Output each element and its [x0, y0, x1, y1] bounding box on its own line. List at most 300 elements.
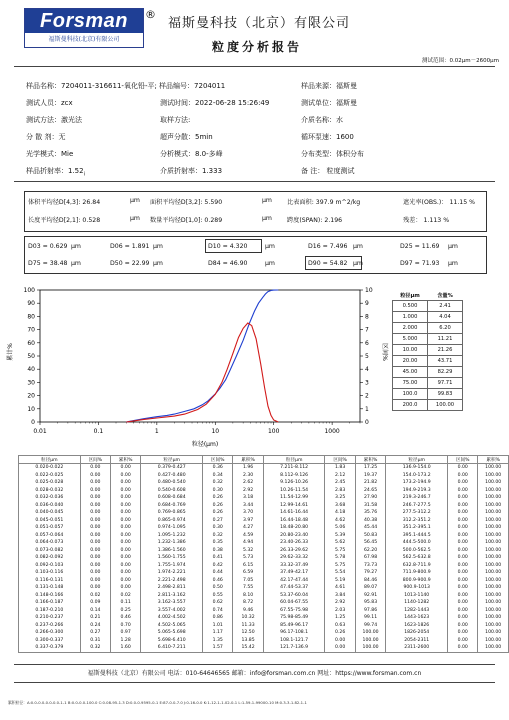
table-cell: 0.24	[80, 622, 110, 630]
unit-um: μm	[71, 243, 81, 250]
table-cell: 7.55	[233, 584, 263, 592]
table-cell: 3.162-3.557	[141, 599, 203, 607]
table-cell: 79.27	[355, 569, 386, 577]
table-cell: 0.974-1.095	[141, 524, 203, 532]
table-cell: 0.00	[80, 532, 110, 540]
y-left-tick-label: 90	[27, 300, 35, 308]
y-right-tick-label: 3	[365, 379, 369, 387]
table-cell: 2.62	[233, 479, 263, 487]
table-cell: 33.32-37.49	[263, 562, 325, 570]
x-tick-label: 100	[267, 428, 280, 435]
table-cell: 19.37	[355, 472, 386, 480]
table-cell: 100.00	[478, 479, 509, 487]
table-cell: 500.0-562.5	[386, 547, 448, 555]
table-cell: 0.092-0.103	[19, 562, 81, 570]
d06: D06 = 1.891	[110, 243, 150, 250]
cum-size: 2.000	[393, 323, 428, 334]
table-cell: 0.00	[80, 539, 110, 547]
table-cell: 26.33-29.62	[263, 547, 325, 555]
company-name: 福斯曼科技（北京）有限公司	[168, 16, 351, 31]
table-cell: 0.55	[203, 592, 233, 600]
table-cell: 60.04-67.55	[263, 599, 325, 607]
cum-row	[393, 400, 463, 411]
table-cell: 0.42	[203, 562, 233, 570]
table-cell: 0.26	[203, 509, 233, 517]
table-cell: 15.42	[233, 644, 263, 652]
table-row	[19, 539, 509, 547]
tester: 测试人员：zcx	[26, 99, 73, 107]
table-cell: 20.80-23.40	[263, 532, 325, 540]
table-cell: 0.00	[111, 532, 141, 540]
table-cell: 0.00	[448, 502, 478, 510]
y-axis-right-label: 区间%	[381, 343, 388, 361]
d50: D50 = 22.99	[110, 260, 150, 267]
remark: 备 注： 粒度测试	[301, 167, 355, 175]
table-cell: 5.698-6.410	[141, 637, 203, 645]
sample-source: 样品来源：福斯曼	[301, 82, 357, 90]
test-range: 测试范围：0.02μm－2600μm	[422, 58, 499, 64]
detail-header: 区间%	[203, 456, 233, 464]
dispersant: 分 散 剂：无	[26, 133, 66, 141]
cum-size: 200.0	[393, 400, 428, 411]
table-cell: 246.7-277.5	[386, 502, 448, 510]
table-cell: 7.05	[233, 577, 263, 585]
d84: D84 = 46.90	[208, 260, 248, 267]
test-time: 测试时间：2022-06-28 15:26:49	[160, 99, 270, 107]
table-cell: 0.480-0.540	[141, 479, 203, 487]
table-row	[19, 479, 509, 487]
table-cell: 100.00	[478, 502, 509, 510]
unit-um: μm	[130, 215, 140, 222]
table-cell: 0.00	[448, 517, 478, 525]
span: 跨度(SPAN): 2.196	[287, 217, 343, 224]
x-tick-label: 1000	[324, 428, 340, 435]
table-cell: 711.9-800.9	[386, 569, 448, 577]
table-cell: 0.00	[448, 614, 478, 622]
cum-size: 10.00	[393, 345, 428, 356]
x-tick-label: 10	[211, 428, 220, 435]
table-cell: 0.00	[80, 479, 110, 487]
table-cell: 12.99-14.61	[263, 502, 325, 510]
table-cell: 0.064-0.073	[19, 539, 81, 547]
table-cell: 6.410-7.211	[141, 644, 203, 652]
table-cell: 100.00	[478, 539, 509, 547]
unit-um: μm	[448, 260, 458, 267]
detail-header: 区间%	[80, 456, 110, 464]
area-mean: 面积平均径D[3,2]: 5.590	[150, 199, 223, 206]
table-row	[19, 637, 509, 645]
medium-name: 介质名称：水	[301, 116, 343, 124]
table-cell: 0.09	[80, 599, 110, 607]
table-cell: 62.20	[355, 547, 386, 555]
table-cell: 0.35	[203, 539, 233, 547]
cum-size: 100.0	[393, 389, 428, 400]
table-cell: 3.97	[233, 517, 263, 525]
cum-row	[393, 312, 463, 323]
table-cell: 0.00	[80, 577, 110, 585]
cum-content: 100.00	[428, 400, 463, 411]
cum-size: 45.00	[393, 367, 428, 378]
table-cell: 0.036-0.040	[19, 502, 81, 510]
y-right-tick-label: 0	[365, 419, 369, 426]
table-cell: 0.30	[203, 524, 233, 532]
logo-text: Forsman	[25, 9, 143, 33]
table-cell: 0.00	[448, 464, 478, 472]
table-cell: 312.2-351.2	[386, 517, 448, 525]
cum-content: 43.71	[428, 356, 463, 367]
table-cell: 632.8-711.9	[386, 562, 448, 570]
table-cell: 84.46	[355, 577, 386, 585]
table-cell: 0.020-0.022	[19, 464, 81, 472]
y-right-tick-label: 10	[365, 287, 373, 294]
distribution-chart	[0, 280, 392, 450]
table-cell: 5.54	[325, 569, 355, 577]
table-cell: 2.45	[325, 479, 355, 487]
table-cell: 0.166-0.187	[19, 599, 81, 607]
detail-table	[18, 455, 509, 653]
table-cell: 0.86	[203, 614, 233, 622]
table-cell: 0.00	[448, 622, 478, 630]
table-cell: 0.00	[111, 569, 141, 577]
table-cell: 0.865-0.974	[141, 517, 203, 525]
table-cell: 0.148-0.166	[19, 592, 81, 600]
table-cell: 0.00	[111, 562, 141, 570]
y-left-tick-label: 40	[27, 366, 35, 374]
detail-header: 粒径μm	[263, 456, 325, 464]
table-cell: 0.26	[325, 629, 355, 637]
unit-um: μm	[262, 197, 272, 204]
table-cell: 0.00	[80, 524, 110, 532]
table-cell: 0.32	[203, 479, 233, 487]
table-cell: 0.00	[111, 539, 141, 547]
table-cell: 0.00	[111, 494, 141, 502]
table-cell: 0.00	[448, 629, 478, 637]
table-cell: 0.26	[203, 494, 233, 502]
table-cell: 0.32	[80, 644, 110, 652]
table-cell: 100.00	[478, 607, 509, 615]
table-cell: 2.30	[233, 472, 263, 480]
table-cell: 0.21	[80, 614, 110, 622]
optical-mode: 光学模式：Mie	[26, 150, 74, 158]
table-cell: 3.557-4.002	[141, 607, 203, 615]
table-cell: 5.73	[233, 554, 263, 562]
table-cell: 75.98-85.49	[263, 614, 325, 622]
table-cell: 29.62-33.32	[263, 554, 325, 562]
table-cell: 0.00	[448, 532, 478, 540]
statistics-box	[24, 191, 487, 232]
table-cell: 0.00	[448, 509, 478, 517]
table-cell: 4.61	[325, 584, 355, 592]
table-cell: 16.44-18.48	[263, 517, 325, 525]
table-cell: 3.70	[233, 509, 263, 517]
table-cell: 1282-1443	[386, 607, 448, 615]
table-cell: 0.022-0.025	[19, 472, 81, 480]
table-cell: 100.00	[355, 629, 386, 637]
table-cell: 5.06	[325, 524, 355, 532]
table-cell: 1.386-1.560	[141, 547, 203, 555]
table-cell: 0.00	[448, 599, 478, 607]
table-cell: 0.00	[448, 584, 478, 592]
unit-um: μm	[153, 260, 163, 267]
table-cell: 0.00	[111, 472, 141, 480]
table-cell: 0.00	[111, 487, 141, 495]
table-cell: 900.9-1013	[386, 584, 448, 592]
cum-row	[393, 301, 463, 312]
table-cell: 0.00	[448, 562, 478, 570]
table-row	[19, 487, 509, 495]
table-cell: 100.00	[478, 637, 509, 645]
table-cell: 40.38	[355, 517, 386, 525]
table-cell: 4.59	[233, 532, 263, 540]
detail-header: 区间%	[325, 456, 355, 464]
table-cell: 0.00	[325, 644, 355, 652]
table-cell: 4.18	[325, 509, 355, 517]
divider	[14, 181, 495, 182]
table-row	[19, 547, 509, 555]
table-cell: 1.755-1.974	[141, 562, 203, 570]
y-left-tick-label: 50	[27, 353, 35, 360]
divider	[14, 682, 495, 683]
cum-content: 4.04	[428, 312, 463, 323]
report-title: 粒度分析报告	[212, 40, 303, 54]
medium-refractive-index: 介质折射率：1.333	[160, 167, 223, 175]
table-cell: 0.00	[111, 554, 141, 562]
table-cell: 5.19	[325, 577, 355, 585]
cum-row	[393, 345, 463, 356]
table-cell: 0.300-0.337	[19, 637, 81, 645]
table-cell: 0.337-0.379	[19, 644, 81, 652]
table-cell: 13.85	[233, 637, 263, 645]
table-cell: 67.55-75.98	[263, 607, 325, 615]
table-cell: 1.01	[203, 622, 233, 630]
table-cell: 100.00	[478, 509, 509, 517]
table-cell: 0.028-0.032	[19, 487, 81, 495]
table-cell: 1443-1623	[386, 614, 448, 622]
table-cell: 1.560-1.755	[141, 554, 203, 562]
test-unit: 测试单位：福斯曼	[301, 99, 357, 107]
table-cell: 0.02	[111, 592, 141, 600]
volume-mean: 体积平均径D[4,3]: 26.84	[28, 199, 101, 206]
table-cell: 0.00	[111, 479, 141, 487]
table-cell: 0.44	[203, 569, 233, 577]
cumulative-curve	[126, 290, 278, 422]
table-cell: 0.00	[448, 554, 478, 562]
table-cell: 18.48-20.80	[263, 524, 325, 532]
pump-speed: 循环泵速：1600	[301, 133, 354, 141]
table-cell: 99.74	[355, 622, 386, 630]
table-row	[19, 622, 509, 630]
table-cell: 0.02	[80, 592, 110, 600]
divider	[14, 664, 495, 665]
table-cell: 0.00	[80, 509, 110, 517]
table-cell: 4.27	[233, 524, 263, 532]
table-cell: 1.095-1.232	[141, 532, 203, 540]
table-row	[19, 644, 509, 652]
cum-content: 2.41	[428, 301, 463, 312]
table-cell: 1.96	[233, 464, 263, 472]
table-cell: 0.00	[448, 592, 478, 600]
table-cell: 45.44	[355, 524, 386, 532]
table-cell: 0.073-0.082	[19, 547, 81, 555]
table-cell: 67.98	[355, 554, 386, 562]
table-cell: 0.045-0.051	[19, 517, 81, 525]
table-cell: 0.00	[80, 554, 110, 562]
table-cell: 0.00	[448, 607, 478, 615]
table-row	[19, 554, 509, 562]
table-cell: 53.37-60.04	[263, 592, 325, 600]
test-method: 测试方法：激光法	[26, 116, 82, 124]
logo-subtitle: 福斯曼科技(北京)有限公司	[48, 36, 120, 43]
y-left-tick-label: 80	[27, 313, 35, 321]
cum-size: 75.00	[393, 378, 428, 389]
table-cell: 100.00	[478, 599, 509, 607]
table-row	[19, 584, 509, 592]
table-cell: 17.25	[355, 464, 386, 472]
unit-um: μm	[262, 215, 272, 222]
table-cell: 12.50	[233, 629, 263, 637]
cum-content: 99.83	[428, 389, 463, 400]
residual: 残差： 1.113 %	[403, 217, 450, 224]
table-cell: 444.5-500.0	[386, 539, 448, 547]
table-cell: 2.92	[325, 599, 355, 607]
table-cell: 8.112-9.126	[263, 472, 325, 480]
d16: D16 = 7.496	[308, 243, 348, 250]
obscuration: 遮光率(OBS.)： 11.15 %	[403, 199, 476, 206]
table-cell: 1826-2054	[386, 629, 448, 637]
table-cell: 99.11	[355, 614, 386, 622]
table-cell: 0.50	[203, 584, 233, 592]
table-cell: 100.00	[478, 562, 509, 570]
table-row	[19, 494, 509, 502]
cum-size: 1.000	[393, 312, 428, 323]
table-cell: 0.00	[448, 644, 478, 652]
table-cell: 0.00	[80, 472, 110, 480]
table-cell: 3.68	[325, 502, 355, 510]
table-cell: 1.25	[325, 614, 355, 622]
table-cell: 21.82	[355, 479, 386, 487]
table-cell: 100.00	[478, 569, 509, 577]
table-cell: 42.17-47.44	[263, 577, 325, 585]
y-axis-left-label: 累计%	[7, 343, 14, 361]
table-cell: 100.00	[355, 637, 386, 645]
table-cell: 219.3-246.7	[386, 494, 448, 502]
detail-header: 累积%	[478, 456, 509, 464]
unit-um: μm	[448, 243, 458, 250]
y-right-tick-label: 4	[365, 366, 369, 374]
detail-header: 区间%	[448, 456, 478, 464]
table-cell: 100.00	[478, 584, 509, 592]
table-cell: 0.62	[203, 599, 233, 607]
forsman-logo	[24, 8, 144, 48]
table-cell: 1.232-1.386	[141, 539, 203, 547]
table-cell: 11.33	[233, 622, 263, 630]
table-cell: 0.00	[448, 479, 478, 487]
unit-um: μm	[71, 260, 81, 267]
table-cell: 121.7-136.9	[263, 644, 325, 652]
divider	[14, 66, 495, 67]
y-left-tick-label: 60	[27, 339, 35, 347]
table-cell: 95.83	[355, 599, 386, 607]
table-cell: 50.83	[355, 532, 386, 540]
unit-um: μm	[153, 243, 163, 250]
table-cell: 0.025-0.028	[19, 479, 81, 487]
table-cell: 0.051-0.057	[19, 524, 81, 532]
table-cell: 2311-2600	[386, 644, 448, 652]
table-cell: 108.1-121.7	[263, 637, 325, 645]
table-cell: 0.379-0.427	[141, 464, 203, 472]
table-cell: 351.2-395.1	[386, 524, 448, 532]
table-cell: 0.70	[111, 622, 141, 630]
table-cell: 47.44-53.37	[263, 584, 325, 592]
table-cell: 4.502-5.065	[141, 622, 203, 630]
table-cell: 0.38	[203, 547, 233, 555]
unit-um: μm	[265, 243, 275, 250]
table-cell: 100.00	[478, 472, 509, 480]
table-cell: 0.684-0.769	[141, 502, 203, 510]
analysis-mode: 分析模式：8.0-多峰	[160, 150, 223, 158]
table-cell: 0.00	[111, 502, 141, 510]
table-cell: 277.5-312.2	[386, 509, 448, 517]
table-row	[19, 532, 509, 540]
table-cell: 2.03	[325, 607, 355, 615]
sample-name: 样品名称：7204011-316611-氧化铅-平; 样品编号：7204011	[26, 82, 226, 90]
table-cell: 2.811-3.162	[141, 592, 203, 600]
footer-fineprint: 累积粒径：A:0.0-0.0-0.0-0.0-1-1 B:0.0-0.0-100.0 C:0.08-95-1.3 D:0.0-0.9595-0-1 E:87-0.0-7.0 J:0-16-0.0 K:1-12-1-1.02-0-1 L:1-59-1-99000-10 M:0.3-3-1.82-1-1	[8, 700, 307, 705]
table-cell: 23.40-26.33	[263, 539, 325, 547]
registered-mark: ®	[145, 8, 156, 21]
detail-header: 累积%	[111, 456, 141, 464]
table-cell: 4.62	[325, 517, 355, 525]
d25: D25 = 11.69	[400, 243, 440, 250]
table-cell: 0.00	[111, 524, 141, 532]
table-cell: 5.78	[325, 554, 355, 562]
table-row	[19, 524, 509, 532]
table-cell: 100.00	[478, 622, 509, 630]
table-cell: 0.00	[111, 464, 141, 472]
table-cell: 85.49-96.17	[263, 622, 325, 630]
table-cell: 100.00	[478, 629, 509, 637]
table-cell: 100.00	[478, 524, 509, 532]
table-cell: 0.00	[448, 569, 478, 577]
table-cell: 1.974-2.221	[141, 569, 203, 577]
table-cell: 100.00	[478, 494, 509, 502]
y-left-tick-label: 0	[31, 419, 35, 426]
table-cell: 0.00	[325, 637, 355, 645]
table-cell: 0.36	[203, 464, 233, 472]
y-right-tick-label: 9	[365, 300, 369, 308]
table-cell: 0.63	[325, 622, 355, 630]
d90: D90 = 54.82	[308, 260, 348, 267]
table-row	[19, 472, 509, 480]
x-tick-label: 1	[154, 428, 159, 435]
cum-row	[393, 367, 463, 378]
table-cell: 0.00	[111, 577, 141, 585]
sampling-method: 取样方法:	[160, 116, 191, 124]
table-cell: 97.86	[355, 607, 386, 615]
table-cell: 3.44	[233, 502, 263, 510]
table-cell: 0.97	[111, 629, 141, 637]
table-cell: 0.00	[80, 584, 110, 592]
table-cell: 8.72	[233, 599, 263, 607]
plot-frame	[40, 290, 360, 422]
table-cell: 0.34	[203, 472, 233, 480]
table-cell: 0.103-0.116	[19, 569, 81, 577]
table-cell: 2.83	[325, 487, 355, 495]
table-cell: 0.00	[448, 637, 478, 645]
table-cell: 1.17	[203, 629, 233, 637]
table-cell: 562.5-632.8	[386, 554, 448, 562]
table-cell: 4.002-4.502	[141, 614, 203, 622]
